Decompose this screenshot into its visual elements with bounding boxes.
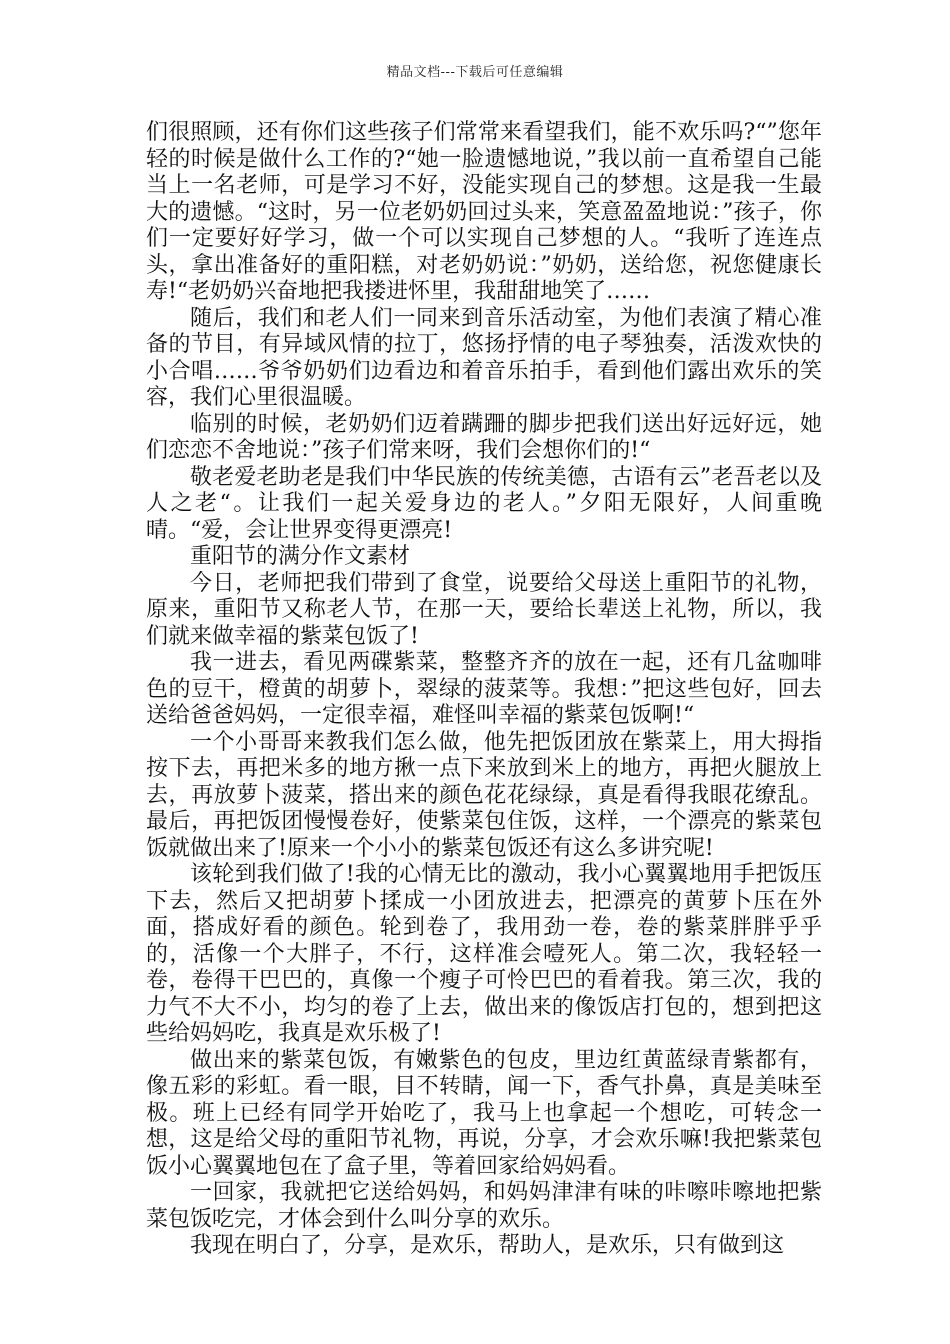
paragraph-5: 今日，老师把我们带到了食堂，说要给父母送上重阳节的礼物，原来，重阳节又称老人节，在那一天，要给长辈送上礼物，所以，我们就来做幸福的紫菜包饭了!	[146, 570, 822, 649]
document-body	[146, 120, 822, 1260]
paragraph-4: 敬老爱老助老是我们中华民族的传统美德，古语有云”老吾老以及人之老“。让我们一起关爱身边的老人。”夕阳无限好，人间重晚晴。“爱，会让世界变得更漂亮!	[146, 464, 822, 543]
paragraph-3: 临别的时候，老奶奶们迈着蹒跚的脚步把我们送出好远好远，她们恋恋不舍地说：”孩子们常来呀，我们会想你们的!“	[146, 411, 822, 463]
page-header: 精品文档---下载后可任意编辑	[386, 65, 564, 80]
paragraph-6: 我一进去，看见两碟紫菜，整整齐齐的放在一起，还有几盆咖啡色的豆干，橙黄的胡萝卜，翠绿的菠菜等。我想：”把这些包好，回去送给爸爸妈妈，一定很幸福，难怪叫幸福的紫菜包饭啊!“	[146, 650, 822, 728]
paragraph-10: 一回家，我就把它送给妈妈，和妈妈津津有味的咔嚓咔嚓地把紫菜包饭吃完，才体会到什么叫分享的欢乐。	[146, 1180, 822, 1232]
paragraph-9: 做出来的紫菜包饭，有嫩紫色的包皮，里边红黄蓝绿青紫都有，像五彩的彩虹。看一眼，目不转睛，闻一下，香气扑鼻，真是美味至极。班上已经有同学开始吃了，我马上也拿起一个想吃，可转念一想，这是给父母的重阳节礼物，再说，分享，才会欢乐嘛!我把紫菜包饭小心翼翼地包在了盒子里，等着回家给妈妈看。	[146, 1047, 822, 1179]
section-title: 重阳节的满分作文素材	[190, 544, 411, 569]
paragraph-1: 们很照顾，还有你们这些孩子们常常来看望我们，能不欢乐吗?“”您年轻的时候是做什么工作的?“她一脸遗憾地说，”我以前一直希望自己能当上一名老师，可是学习不好，没能实现自己的梦想。这是我一生最大的遗憾。“这时，另一位老奶奶回过头来，笑意盈盈地说：”孩子，你们一定要好好学习，做一个可以实现自己梦想的人。“我听了连连点头，拿出准备好的重阳糕，对老奶奶说：”奶奶，送给您，祝您健康长寿!“老奶奶兴奋地把我搂进怀里，我甜甜地笑了……	[146, 120, 822, 304]
paragraph-2: 随后，我们和老人们一同来到音乐活动室，为他们表演了精心准备的节目，有异域风情的拉丁，悠扬抒情的电子琴独奏，活泼欢快的小合唱……爷爷奶奶们边看边和着音乐拍手，看到他们露出欢乐的笑容，我们心里很温暖。	[146, 305, 822, 410]
paragraph-8: 该轮到我们做了!我的心情无比的激动，我小心翼翼地用手把饭压下去，然后又把胡萝卜揉成一小团放进去，把漂亮的黄萝卜压在外面，搭成好看的颜色。轮到卷了，我用劲一卷，卷的紫菜胖胖乎乎的，活像一个大胖子，不行，这样准会噎死人。第二次，我轻轻一卷，卷得干巴巴的，真像一个瘦子可怜巴巴的看着我。第三次，我的力气不大不小，均匀的卷了上去，做出来的像饭店打包的，想到把这些给妈妈吃，我真是欢乐极了!	[146, 862, 822, 1046]
paragraph-7: 一个小哥哥来教我们怎么做，他先把饭团放在紫菜上，用大拇指按下去，再把米多的地方揪一点下来放到米上的地方，再把火腿放上去，再放萝卜菠菜，搭出来的颜色花花绿绿，真是看得我眼花缭乱。最后，再把饭团慢慢卷好，使紫菜包住饭，这样，一个漂亮的紫菜包饭就做出来了!原来一个小小的紫菜包饭还有这么多讲究呢!	[146, 729, 822, 861]
paragraph-11: 我现在明白了，分享，是欢乐，帮助人，是欢乐，只有做到这	[190, 1233, 785, 1258]
